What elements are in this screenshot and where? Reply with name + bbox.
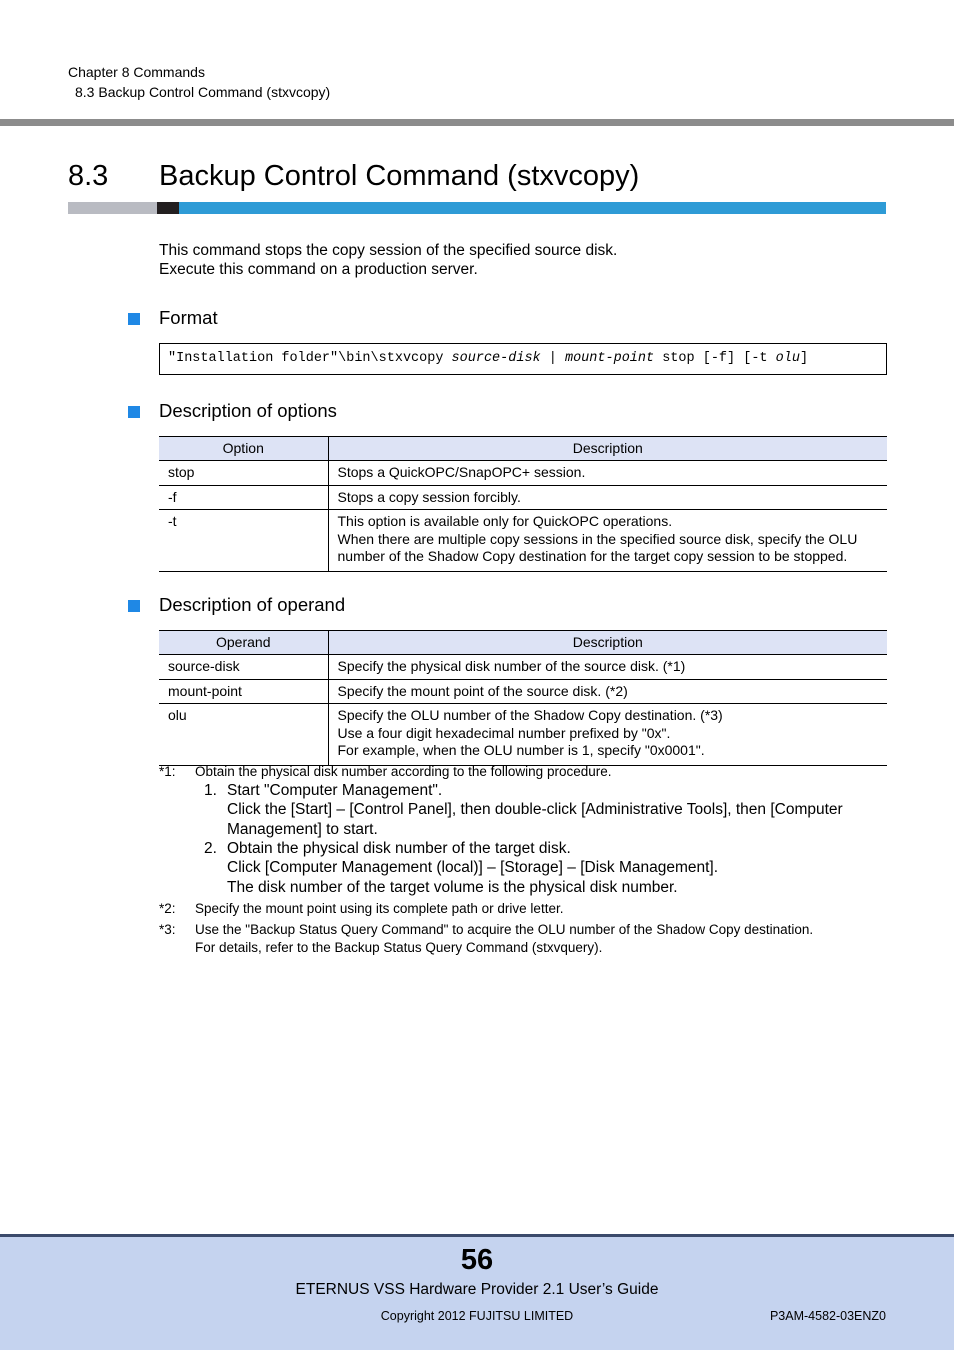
step-block	[227, 781, 887, 839]
description-line: Specify the OLU number of the Shadow Copy destination. (*3)	[337, 707, 723, 723]
format-heading: Format	[159, 307, 218, 328]
step-number: 1.	[204, 782, 217, 799]
note-text: Use the "Backup Status Query Command" to acquire the OLU number of the Shadow Copy destination.	[195, 922, 814, 937]
note-text: Specify the mount point using its complete path or drive letter.	[195, 901, 564, 916]
copyright: Copyright 2012 FUJITSU LIMITED	[380, 1309, 574, 1323]
operand-name: source-disk	[159, 655, 328, 680]
step-line: Click the [Start] – [Control Panel], then double-click [Administrative Tools], then [Computer	[227, 801, 843, 819]
description-line: When there are multiple copy sessions in the specified source disk, specify the OLU	[337, 530, 858, 547]
intro-line: Execute this command on a production server.	[159, 261, 478, 278]
syntax-separator: |	[540, 351, 565, 366]
description-line: This option is available only for QuickOPC operations.	[337, 513, 673, 529]
step-line: Click [Computer Management (local)] – [Storage] – [Disk Management].	[227, 859, 719, 877]
intro-line: This command stops the copy session of the specified source disk.	[159, 242, 618, 259]
operand-description	[328, 704, 887, 766]
table-row	[159, 510, 887, 572]
column-header-description: Description	[328, 631, 887, 655]
option-description	[328, 461, 887, 486]
note-marker: *3:	[159, 922, 176, 937]
syntax-arg-mount-point: mount-point	[564, 351, 655, 366]
operand-heading: Description of operand	[159, 594, 346, 615]
square-bullet-icon	[128, 313, 140, 325]
step-title: Obtain the physical disk number of the target disk.	[227, 840, 571, 857]
syntax-end: ]	[799, 351, 809, 366]
title-underline-black	[157, 202, 179, 214]
table-row	[159, 655, 887, 680]
note-block	[195, 921, 813, 957]
syntax-arg-source-disk: source-disk	[451, 351, 541, 366]
options-table	[159, 436, 887, 572]
column-header-option: Option	[159, 437, 328, 461]
running-header-chapter: Chapter 8 Commands	[68, 64, 205, 80]
column-header-operand: Operand	[159, 631, 328, 655]
operand-table	[159, 630, 887, 766]
operand-description	[328, 679, 887, 704]
title-underline-blue	[179, 202, 886, 214]
option-name: stop	[159, 461, 328, 486]
description-line: For example, when the OLU number is 1, specify "0x0001".	[337, 742, 705, 758]
description-line: Specify the physical disk number of the source disk. (*1)	[337, 658, 686, 674]
section-title: Backup Control Command (stxvcopy)	[159, 160, 640, 192]
note-text: For details, refer to the Backup Status Query Command (stxvquery).	[195, 940, 603, 955]
table-row	[159, 485, 887, 510]
step-block	[227, 839, 718, 897]
options-heading: Description of options	[159, 400, 337, 421]
table-row	[159, 704, 887, 766]
description-line: number of the Shadow Copy destination for the target copy session to be stopped.	[337, 548, 848, 564]
operand-name: mount-point	[159, 679, 328, 704]
option-name: -t	[159, 510, 328, 572]
format-syntax-box	[159, 343, 887, 375]
option-description	[328, 485, 887, 510]
column-header-description: Description	[328, 437, 887, 461]
option-description	[328, 510, 887, 572]
operand-name: olu	[159, 704, 328, 766]
description-line: Use a four digit hexadecimal number prefixed by "0x".	[337, 724, 671, 741]
header-rule	[0, 119, 954, 126]
title-underline-gray	[68, 202, 157, 214]
description-line: Specify the mount point of the source disk. (*2)	[337, 682, 628, 699]
description-line: Stops a QuickOPC/SnapOPC+ session.	[337, 464, 586, 480]
note-text: Obtain the physical disk number according to the following procedure.	[195, 764, 612, 779]
table-header-row	[159, 631, 887, 655]
square-bullet-icon	[128, 406, 140, 418]
note-marker: *1:	[159, 764, 176, 779]
syntax-options: stop [-f] [-t	[654, 351, 776, 366]
section-number: 8.3	[68, 160, 109, 192]
intro-paragraph	[159, 241, 617, 279]
guide-title: ETERNUS VSS Hardware Provider 2.1 User’s Guide	[295, 1281, 659, 1298]
step-line: The disk number of the target volume is the physical disk number.	[227, 878, 678, 896]
running-header-section: 8.3 Backup Control Command (stxvcopy)	[75, 84, 331, 100]
operand-description	[328, 655, 887, 680]
square-bullet-icon	[128, 600, 140, 612]
step-number: 2.	[204, 840, 217, 857]
table-row	[159, 461, 887, 486]
note-marker: *2:	[159, 901, 176, 916]
option-name: -f	[159, 485, 328, 510]
step-title: Start "Computer Management".	[227, 782, 443, 799]
table-header-row	[159, 437, 887, 461]
page-number: 56	[460, 1244, 494, 1276]
syntax-arg-olu: olu	[775, 351, 800, 366]
step-line: Management] to start.	[227, 820, 378, 838]
table-row	[159, 679, 887, 704]
description-line: Stops a copy session forcibly.	[337, 488, 521, 505]
document-code: P3AM-4582-03ENZ0	[769, 1309, 886, 1323]
syntax-command: "Installation folder"\bin\stxvcopy	[168, 351, 452, 366]
